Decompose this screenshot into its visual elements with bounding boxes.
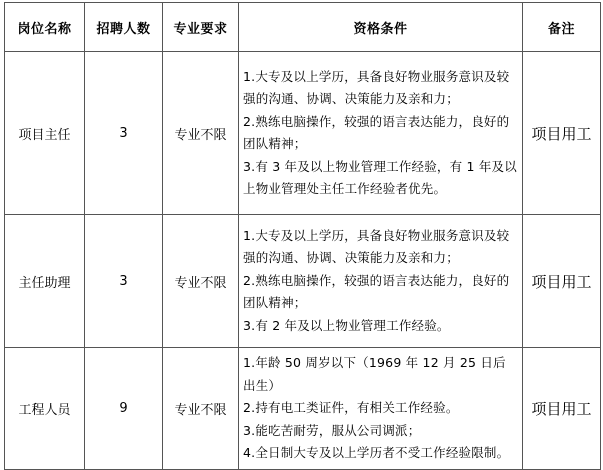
qualification-item: 4.全日制大专及以上学历者不受工作经验限制。 [243, 445, 510, 460]
cell-qualifications [239, 52, 523, 215]
qualification-item: 1.年龄 50 周岁以下（1969 年 12 月 25 日后出生） [243, 355, 506, 393]
cell-count: 3 [85, 52, 163, 215]
cell-remarks: 项目用工 [523, 348, 601, 470]
qualification-item: 2.熟练电脑操作，较强的语言表达能力，良好的团队精神； [243, 113, 510, 151]
cell-remarks: 项目用工 [523, 52, 601, 215]
header-major: 专业要求 [163, 3, 239, 52]
table-header-row [5, 3, 601, 52]
cell-major: 专业不限 [163, 215, 239, 348]
header-qualifications: 资格条件 [239, 3, 523, 52]
recruitment-table [4, 2, 601, 470]
table-row [5, 348, 601, 470]
qualification-item: 2.持有电工类证件，有相关工作经验。 [243, 400, 459, 415]
qualification-item: 3.能吃苦耐劳，服从公司调派； [243, 422, 421, 438]
cell-position: 工程人员 [5, 348, 85, 470]
table-row [5, 52, 601, 215]
header-remarks: 备注 [523, 3, 601, 52]
qualification-item: 3.有 3 年及以上物业管理工作经验，有 1 年及以上物业管理处主任工作经验者优先。 [243, 158, 517, 196]
qualification-item: 2.熟练电脑操作，较强的语言表达能力，良好的团队精神； [243, 272, 510, 311]
cell-count: 3 [85, 215, 163, 348]
cell-count: 9 [85, 348, 163, 470]
cell-major: 专业不限 [163, 348, 239, 470]
header-count: 招聘人数 [85, 3, 163, 52]
qualification-item: 1.大专及以上学历，具备良好物业服务意识及较强的沟通、协调、决策能力及亲和力； [243, 68, 510, 106]
cell-position: 项目主任 [5, 52, 85, 215]
cell-position: 主任助理 [5, 215, 85, 348]
header-position: 岗位名称 [5, 3, 85, 52]
cell-qualifications [239, 348, 523, 470]
table-row [5, 215, 601, 348]
qualification-item: 3.有 2 年及以上物业管理工作经验。 [243, 317, 450, 333]
cell-qualifications [239, 215, 523, 348]
cell-remarks: 项目用工 [523, 215, 601, 348]
cell-major: 专业不限 [163, 52, 239, 215]
qualification-item: 1.大专及以上学历，具备良好物业服务意识及较强的沟通、协调、决策能力及亲和力； [243, 227, 510, 266]
